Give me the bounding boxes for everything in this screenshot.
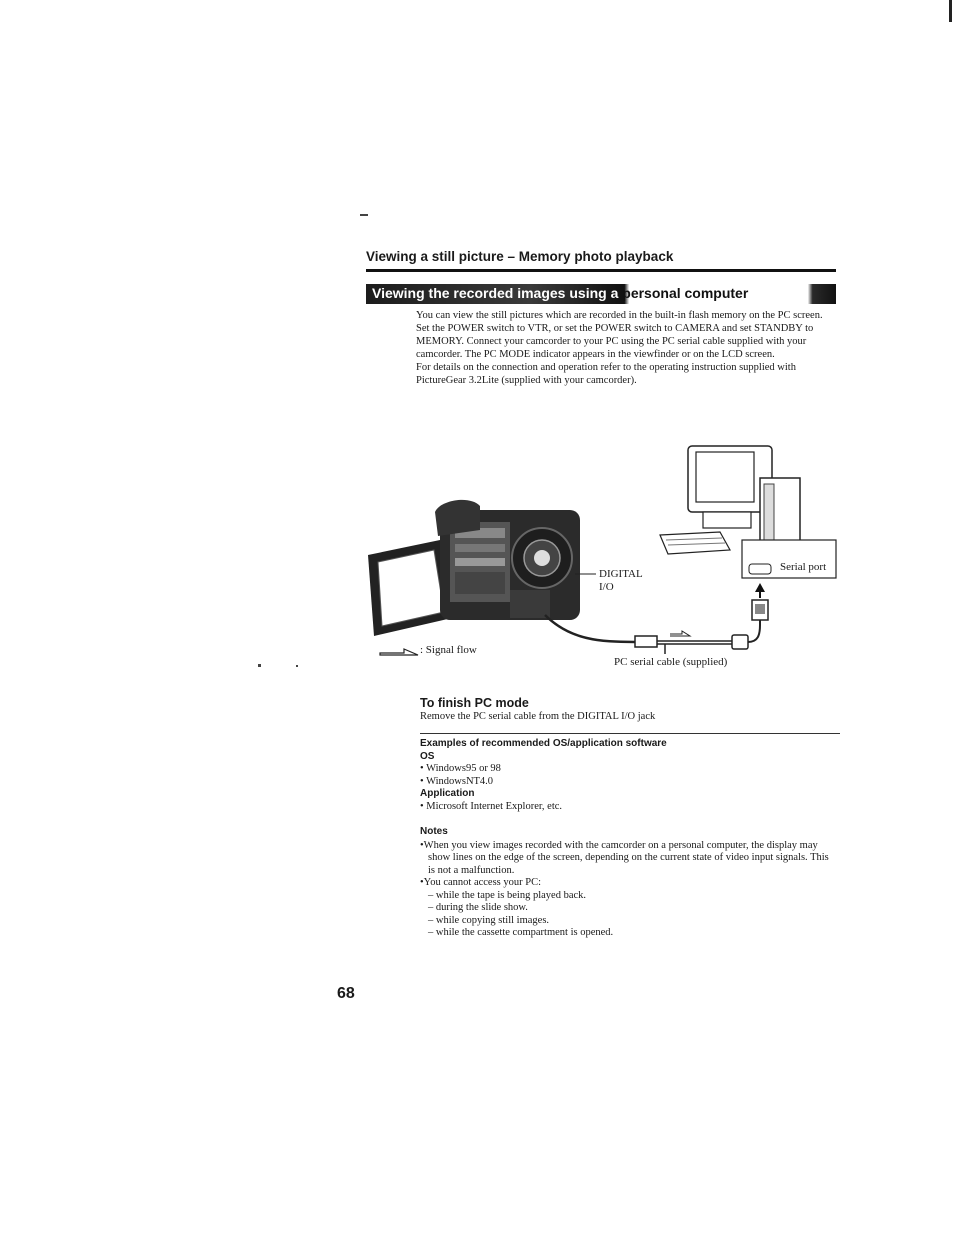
- notes-title: Notes: [420, 826, 448, 837]
- finish-text: Remove the PC serial cable from the DIGITAL I/O jack: [420, 711, 656, 722]
- note-subitem: – while the tape is being played back.: [428, 889, 587, 901]
- note-subitem: – while copying still images.: [428, 914, 550, 926]
- serial-port-label: Serial port: [780, 561, 827, 573]
- application-label: Application: [420, 788, 475, 799]
- os-item: • Windows95 or 98: [420, 763, 501, 774]
- cable-label: PC serial cable (supplied): [614, 656, 728, 668]
- heading-part1: Viewing the recorded images using a: [372, 285, 623, 301]
- signal-flow-label: : Signal flow: [420, 644, 477, 656]
- section-rule: [366, 269, 836, 272]
- intro-paragraph: You can view the still pictures which are recorded in the built-in flash memory on the PC screen.: [416, 310, 823, 321]
- digital-io-label-line2: I/O: [599, 581, 614, 593]
- note-subitem: – during the slide show.: [428, 902, 528, 913]
- note-item: •You cannot access your PC:: [420, 877, 542, 888]
- intro-paragraph: Set the POWER switch to VTR, or set the POWER switch to CAMERA and set STANDBY to MEMORY. Connect your camcorder to your PC using the PC serial cable supplied with your camcorder. The PC MODE indicator appears in the viewfinder or on the LCD screen.: [416, 323, 814, 360]
- camcorder-icon: [368, 500, 580, 636]
- examples-section: [420, 738, 830, 813]
- scan-speck: [258, 664, 261, 667]
- section-title: Viewing a still picture – Memory photo playback: [366, 249, 674, 264]
- finish-title: To finish PC mode: [420, 696, 529, 710]
- scan-edge-mark: [949, 0, 952, 22]
- section-divider: [420, 733, 840, 734]
- application-item: • Microsoft Internet Explorer, etc.: [420, 800, 563, 812]
- page-number: 68: [337, 985, 355, 1002]
- note-item: •When you view images recorded with the camcorder on a personal computer, the display may show lines on the edge of the screen, depending on the current state of video input signals. This is not a malfunction.: [420, 839, 829, 876]
- os-label: OS: [420, 750, 435, 762]
- connection-diagram: [360, 440, 840, 680]
- heading: [372, 285, 748, 301]
- digital-io-label-line1: DIGITAL: [599, 568, 643, 580]
- examples-title: Examples of recommended OS/application software: [420, 738, 667, 749]
- intro-text: [416, 309, 836, 387]
- heading-bar: [366, 284, 836, 304]
- signal-flow-arrow-icon: [380, 649, 418, 655]
- heading-part2: personal computer: [622, 285, 749, 301]
- os-item: • WindowsNT4.0: [420, 775, 494, 787]
- notes-section: [420, 826, 830, 940]
- intro-paragraph: For details on the connection and operation refer to the operating instruction supplied with PictureGear 3.2Lite (supplied with your camcorder).: [416, 362, 796, 386]
- note-subitem: – while the cassette compartment is opened.: [428, 927, 614, 938]
- scan-speck: [296, 665, 298, 667]
- scan-speck: [360, 214, 368, 216]
